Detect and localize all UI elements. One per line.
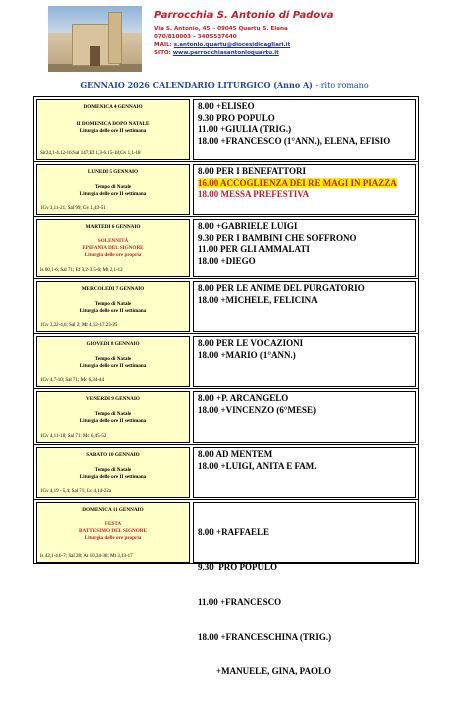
day-liturgy: Liturgia delle ore propria [84,252,142,258]
mass-list [193,391,416,443]
day-readings: 1Gv 4,19 - 5,4; Sal 71; Lc 4,14-22a [40,489,112,494]
day-liturgy: Liturgia delle ore II settimana [79,418,147,424]
day-liturgy: Liturgia delle ore II settimana [79,191,147,197]
mass-entry: 18.00 +FRANCESCO (1°ANN.), ELENA, EFISIO [198,135,391,146]
day-info [36,99,190,160]
parish-address: Via S. Antonio, 45 – 09045 Quartu S. Elena [154,26,288,32]
calendar-day [33,161,419,216]
mass-entry: 11.00 PER GLI AMMALATI [198,244,310,255]
day-liturgy: Liturgia delle ore propria [84,535,142,541]
day-info [36,502,190,563]
day-readings: Sir24,1-4.12-16;Sal 147;Ef 1,3-6.15-18;Gv 1,1-18 [40,151,141,156]
parish-phone: 070/810003 – 3405537640 [154,34,237,40]
mass-entry: 11.00 +FRANCESCO [198,596,282,607]
day-liturgy: Liturgia delle ore II settimana [79,308,147,314]
day-info [36,219,190,277]
day-liturgy: Liturgia delle ore II settimana [79,474,147,480]
parish-header [48,6,408,72]
day-date: GIOVEDI 8 GENNAIO [86,341,140,347]
day-date: DOMENICA 4 GENNAIO [83,104,143,110]
mass-entry: 9.30 PRO POPULO [198,112,275,123]
day-feast: BATTESIMO DEL SIGNORE [79,528,147,534]
parish-site [154,50,279,56]
mass-entry: 8.00 PER LE ANIME DEL PURGATORIO [198,283,365,293]
mass-entry-highlighted: 16.00 ACCOGLIENZA DEI RE MAGI IN PIAZZA [198,177,397,188]
day-readings: 1Gv 3,22-4,6; Sal 2; Mt 4,12-17.23-25 [40,323,118,328]
mass-entry: 8.00 AD MENTEM [198,449,273,459]
day-info [36,336,190,387]
day-info [36,447,190,498]
mass-entry: 11.00 +GIULIA (TRIG.) [198,124,292,135]
mass-entry: 8.00 PER I BENEFATTORI [198,166,307,176]
mail-link[interactable]: s.antonio.quartu@diocesidicagliari.it [173,42,291,48]
day-season: Tempo di Natale [94,356,132,362]
day-feast: II DOMENICA DOPO NATALE [76,121,150,127]
day-readings: 1Gv 3,11-21; Sal 99; Gv 1,43-51 [40,206,106,211]
mass-entry: 18.00 +LUIGI, ANITA E FAM. [198,460,317,471]
mass-list [193,502,416,677]
mass-entry: 18.00 +FRANCESCHINA (TRIG.) [198,631,332,642]
title-main: GENNAIO 2026 CALENDARIO LITURGICO (Anno A) [80,80,313,90]
day-date: MARTEDI 6 GENNAIO [85,224,141,230]
day-season: Tempo di Natale [94,467,132,473]
title-rite: - rito romano [312,81,369,90]
mass-entry: 9.30 PER I BAMBINI CHE SOFFRONO [198,232,357,243]
mass-entry: 18.00 +MARIO (1°ANN.) [198,349,296,360]
site-link[interactable]: www.parrocchiasantonioquartu.it [172,50,279,56]
day-readings: Is 60,1-6; Sal 71; Ef 3,2-3.5-6; Mt 2,1-12 [40,268,123,273]
day-readings: 1Gv 4,7-10; Sal 71; Mc 6,34-44 [40,378,105,383]
mass-entry: 8.00 +ELISEO [198,101,255,111]
day-info [36,391,190,443]
mail-label: MAIL: [154,42,174,48]
calendar-day [33,333,419,388]
calendar-day [33,444,419,499]
parish-name: Parrocchia S. Antonio di Padova [154,10,334,21]
mass-list [193,164,416,215]
mass-entry: 18.00 +VINCENZO (6°MESE) [198,404,316,415]
day-info [36,164,190,215]
day-date: LUNEDI 5 GENNAIO [87,169,139,175]
calendar-day [33,96,419,161]
parish-mail [154,42,290,48]
mass-entry: 8.00 PER LE VOCAZIONI [198,338,304,348]
day-liturgy: Liturgia delle ore II settimana [79,128,147,134]
mass-entry: 8.00 +GABRIELE LUIGI [198,221,298,231]
calendar-day [33,216,419,278]
mass-list [193,447,416,498]
day-info [36,281,190,332]
mass-entry: 8.00 +RAFFAELE [198,527,269,538]
calendar-day [33,388,419,444]
day-date: MERCOLEDI 7 GENNAIO [81,286,145,292]
mass-entry: 18.00 +DIEGO [198,255,256,266]
mass-entry: 8.00 +P. ARCANGELO [198,393,289,403]
day-date: SABATO 10 GENNAIO [86,452,140,458]
mass-entry: +MANUELE, GINA, PAOLO [198,666,331,677]
site-label: SITO: [154,50,173,56]
day-season: Tempo di Natale [94,184,132,190]
mass-list [193,219,416,277]
day-season: Tempo di Natale [94,301,132,307]
church-photo [48,6,142,72]
day-readings: Is 42,1-4.6-7; Sal 28; At 10,34-38; Mt 3,13-17 [40,554,133,559]
mass-entry: 18.00 +MICHELE, FELICINA [198,294,318,305]
mass-list [193,99,416,160]
liturgical-calendar [33,96,419,677]
mass-list [193,336,416,387]
day-feast-type: FESTA [104,521,122,527]
day-solemnity: SOLENNITÀ [97,238,129,244]
mass-entry: 9.30 PRO POPULO [198,561,277,572]
mass-entry: 18.00 MESSA PREFESTIVA [198,189,310,200]
day-feast: EPIFANIA DEL SIGNORE [82,245,144,251]
day-date: VENERDI 9 GENNAIO [86,396,140,402]
mass-list [193,281,416,332]
page-title [0,80,449,90]
day-liturgy: Liturgia delle ore II settimana [79,363,147,369]
day-season: Tempo di Natale [94,411,132,417]
calendar-day [33,278,419,333]
day-date: DOMENICA 11 GENNAIO [82,507,144,513]
calendar-day [33,499,419,677]
day-readings: 1Gv 4,11-18; Sal 71; Mc 6,45-52 [40,434,107,439]
